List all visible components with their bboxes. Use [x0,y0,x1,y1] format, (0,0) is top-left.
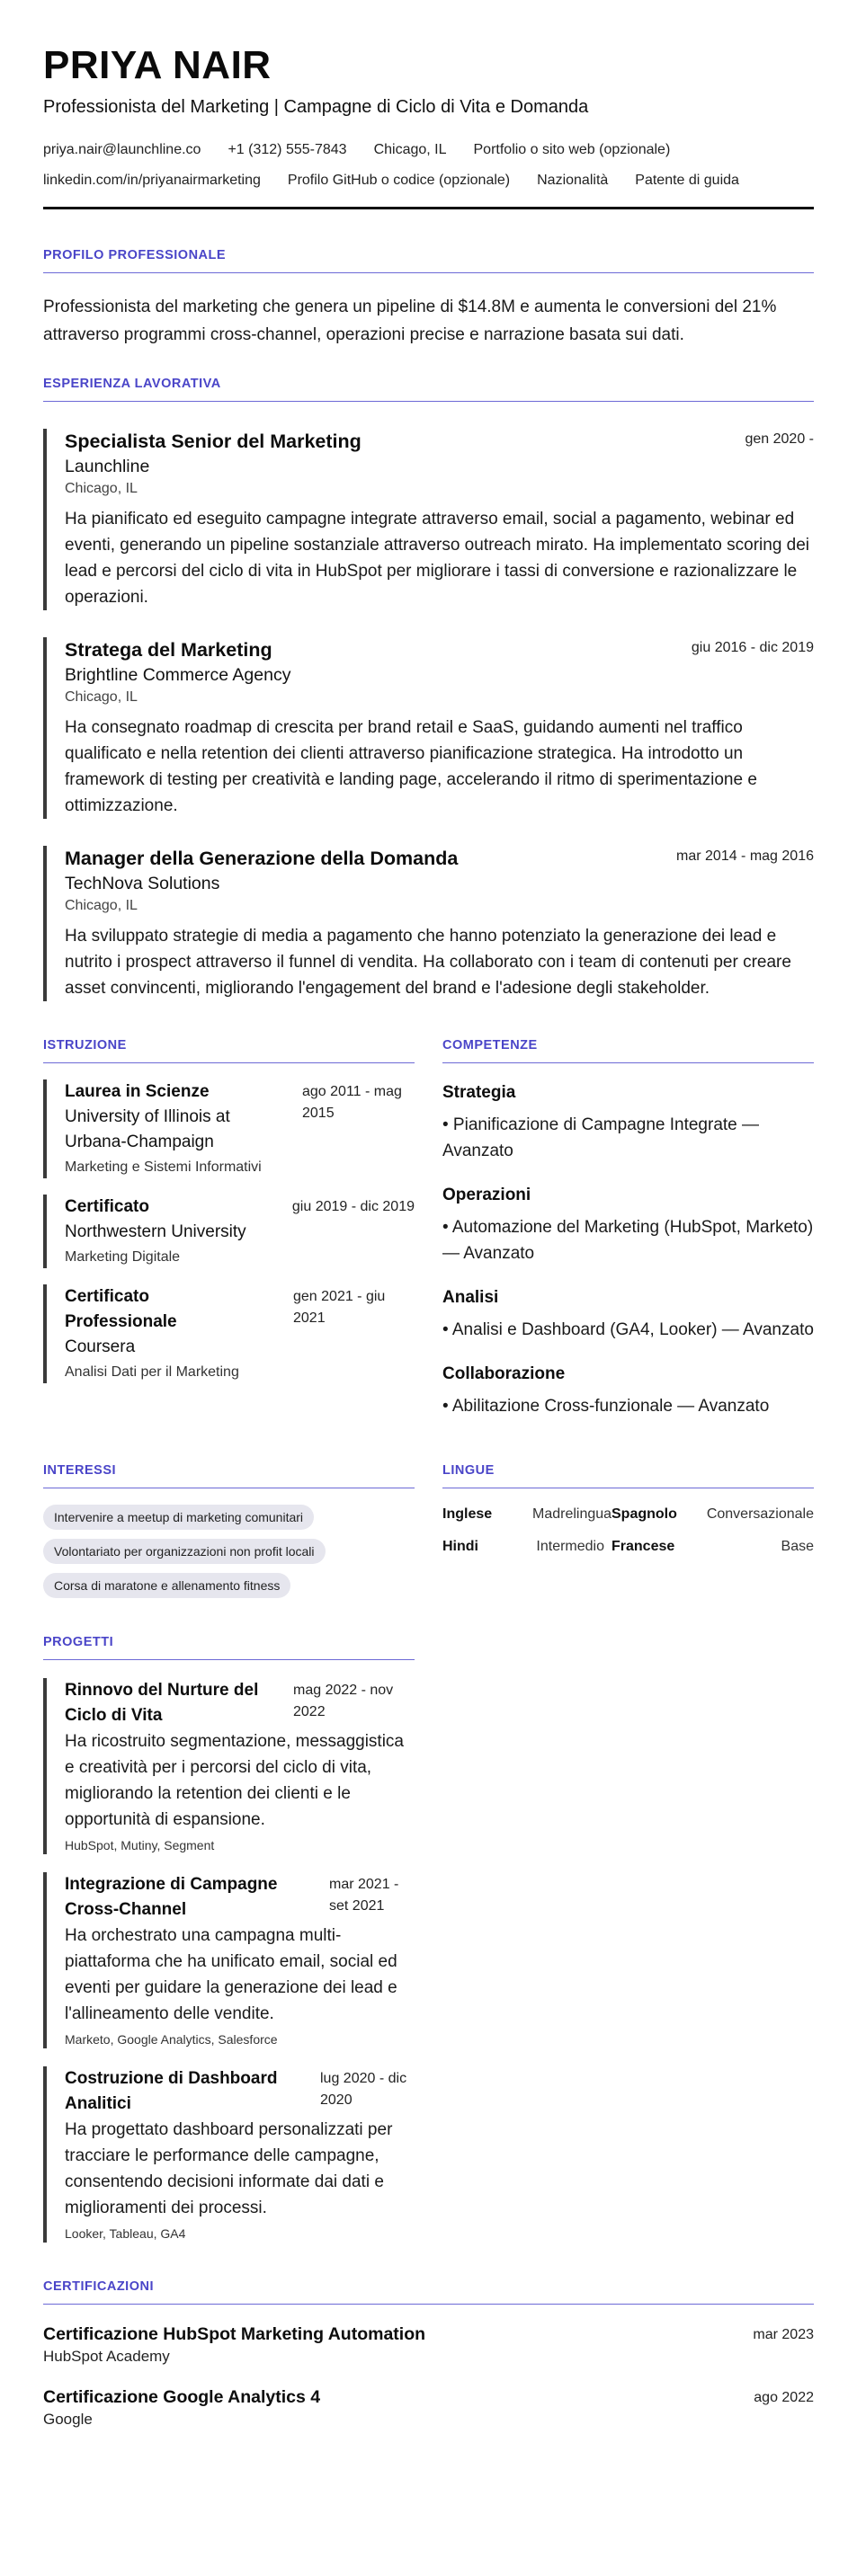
project-name: Integrazione di Campagne Cross-Channel [65,1875,278,1919]
education-item [43,1079,415,1178]
experience-section [43,376,814,1001]
interest-chip: Volontariato per organizzazioni non profit locali [43,1539,326,1564]
location: Chicago, IL [373,142,447,157]
experience-item [43,846,814,1001]
language-name: Hindi [442,1539,478,1554]
interest-chips [43,1496,415,1598]
section-title: INTERESSI [43,1462,415,1488]
driving-license: Patente di guida [635,173,739,188]
skill-item: • Automazione del Marketing (HubSpot, Marketo) — Avanzato [442,1218,814,1263]
certification-item [43,2385,814,2430]
education-dates: giu 2019 - dic 2019 [291,1199,415,1214]
skill-category: Collaborazione [442,1364,566,1383]
experience-item [43,637,814,819]
project-dates: lug 2020 - dic 2020 [320,2071,407,2108]
education-item [43,1284,415,1383]
job-description: Ha consegnato roadmap di crescita per brand retail e SaaS, guidando aumenti nel traffico qualificato e nella retention dei clienti attraverso pianificazione strategica. Ha introdotto un framework di testing per creatività e landing page, accelerando il ritmo di sperimentazione e ottimizzazione. [65,718,757,815]
language-name: Francese [612,1539,675,1554]
experience-item [43,429,814,610]
project-tech: Looker, Tableau, GA4 [65,2226,186,2241]
github-link[interactable]: Profilo GitHub o codice (opzionale) [287,173,511,188]
language-level: Intermedio [536,1539,604,1554]
field-of-study: Analisi Dati per il Marketing [65,1364,239,1380]
job-dates: mar 2014 - mag 2016 [676,848,814,864]
job-description: Ha sviluppato strategie di media a pagamento che hanno potenziato la generazione dei lead e nutrito i prospect attraverso il funnel di vendita. Ha collaborato con i team di contenuti per creare asset convincenti, migliorando l'engagement del brand e l'adesione degli stakeholder. [65,927,791,998]
skill-item: • Pianificazione di Campagne Integrate — Avanzato [442,1115,760,1160]
project-name: Costruzione di Dashboard Analitici [65,2069,278,2113]
job-title: Manager della Generazione della Domanda [65,848,459,869]
certification-issuer: HubSpot Academy [43,2348,170,2365]
phone[interactable]: +1 (312) 555-7843 [228,142,347,157]
education-dates: gen 2021 - giu 2021 [293,1289,386,1326]
degree: Laurea in Scienze [65,1082,210,1101]
project-dates: mar 2021 - set 2021 [329,1877,399,1914]
skill-category: Analisi [442,1288,499,1307]
job-location: Chicago, IL [65,689,138,705]
nationality: Nazionalità [537,173,609,188]
company-name: Launchline [65,457,150,476]
institution: Coursera [65,1337,136,1356]
company-name: Brightline Commerce Agency [65,665,291,685]
headline: Professionista del Marketing | Campagne di Ciclo di Vita e Domanda [43,97,589,117]
candidate-name: PRIYA NAIR [43,43,272,87]
institution: University of Illinois at Urbana-Champaign [65,1107,230,1151]
certification-issuer: Google [43,2411,93,2428]
contact-row [43,171,814,191]
email[interactable]: priya.nair@launchline.co [43,142,201,157]
education-dates: ago 2011 - mag 2015 [302,1084,402,1121]
interest-chip: Intervenire a meetup di marketing comunitari [43,1505,314,1530]
skills-section [442,1037,814,1419]
languages-section [442,1462,814,1598]
project-description: Ha ricostruito segmentazione, messaggistica e creatività per i percorsi del ciclo di vita, migliorando la retention dei clienti e le opportunità di espansione. [65,1732,405,1829]
degree: Certificato [65,1197,149,1216]
section-title: CERTIFICAZIONI [43,2278,814,2305]
institution: Northwestern University [65,1222,246,1241]
section-title: LINGUE [442,1462,814,1488]
section-title: COMPETENZE [442,1037,814,1063]
job-description: Ha pianificato ed eseguito campagne integrate attraverso email, social a pagamento, webinar ed eventi, generando un pipeline sostanziale attraverso outreach mirato. Ha implementato scoring dei lead e percorsi del ciclo di vita in HubSpot per migliorare i tassi di conversione e razionalizzare le operazioni. [65,510,810,607]
project-description: Ha progettato dashboard personalizzati per tracciare le performance delle campagne, consentendo decisioni informate dai dati e miglioramenti dei processi. [65,2120,393,2217]
skill-item: • Abilitazione Cross-funzionale — Avanzato [442,1397,770,1416]
certification-date: ago 2022 [754,2390,814,2405]
degree: Certificato Professionale [65,1287,177,1331]
project-dates: mag 2022 - nov 2022 [293,1683,394,1719]
language-level: Base [781,1539,814,1554]
project-name: Rinnovo del Nurture del Ciclo di Vita [65,1681,259,1725]
job-title: Stratega del Marketing [65,639,272,661]
certifications-section [43,2278,814,2430]
header-divider [43,207,814,209]
language-level: Conversazionale [706,1506,814,1522]
projects-section [43,1634,415,2243]
languages-grid [442,1505,814,1557]
job-location: Chicago, IL [65,898,138,913]
education-section [43,1037,415,1419]
project-item [43,1678,415,1854]
section-title: PROGETTI [43,1634,415,1660]
summary-section [43,247,814,349]
summary-text: Professionista del marketing che genera un pipeline di $14.8M e aumenta le conversioni del 21% attraverso programmi cross-channel, operazioni precise e narrazione basata sui dati. [43,298,777,344]
job-title: Specialista Senior del Marketing [65,431,362,452]
project-tech: HubSpot, Mutiny, Segment [65,1838,215,1852]
job-location: Chicago, IL [65,481,138,496]
resume-header [43,43,814,209]
section-title: ESPERIENZA LAVORATIVA [43,376,814,402]
field-of-study: Marketing e Sistemi Informativi [65,1159,262,1175]
certification-name: Certificazione Google Analytics 4 [43,2387,321,2407]
company-name: TechNova Solutions [65,874,220,893]
project-description: Ha orchestrato una campagna multi-piattaforma che ha unificato email, social ed eventi per guidare la generazione dei lead e l'allineamento delle vendite. [65,1926,397,2023]
portfolio-link[interactable]: Portfolio o sito web (opzionale) [473,142,671,157]
skill-item: • Analisi e Dashboard (GA4, Looker) — Avanzato [442,1320,814,1339]
interests-section [43,1462,415,1598]
linkedin-link[interactable]: linkedin.com/in/priyanairmarketing [43,173,261,188]
section-title: PROFILO PROFESSIONALE [43,247,814,273]
language-name: Inglese [442,1506,493,1522]
certification-name: Certificazione HubSpot Marketing Automation [43,2324,426,2344]
certification-item [43,2323,814,2367]
field-of-study: Marketing Digitale [65,1249,181,1265]
contact-row [43,140,814,160]
skill-category: Operazioni [442,1186,531,1204]
project-item [43,1872,415,2048]
skill-category: Strategia [442,1083,516,1102]
project-tech: Marketo, Google Analytics, Salesforce [65,2032,278,2047]
two-column-row [43,1462,814,1598]
interest-chip: Corsa di maratone e allenamento fitness [43,1573,290,1598]
section-title: ISTRUZIONE [43,1037,415,1063]
education-item [43,1195,415,1268]
project-item [43,2066,415,2243]
job-dates: gen 2020 - [745,431,814,447]
job-dates: giu 2016 - dic 2019 [691,640,814,655]
two-column-row [43,1037,814,1419]
certification-date: mar 2023 [753,2327,814,2342]
language-name: Spagnolo [612,1506,677,1522]
language-level: Madrelingua [532,1506,612,1522]
